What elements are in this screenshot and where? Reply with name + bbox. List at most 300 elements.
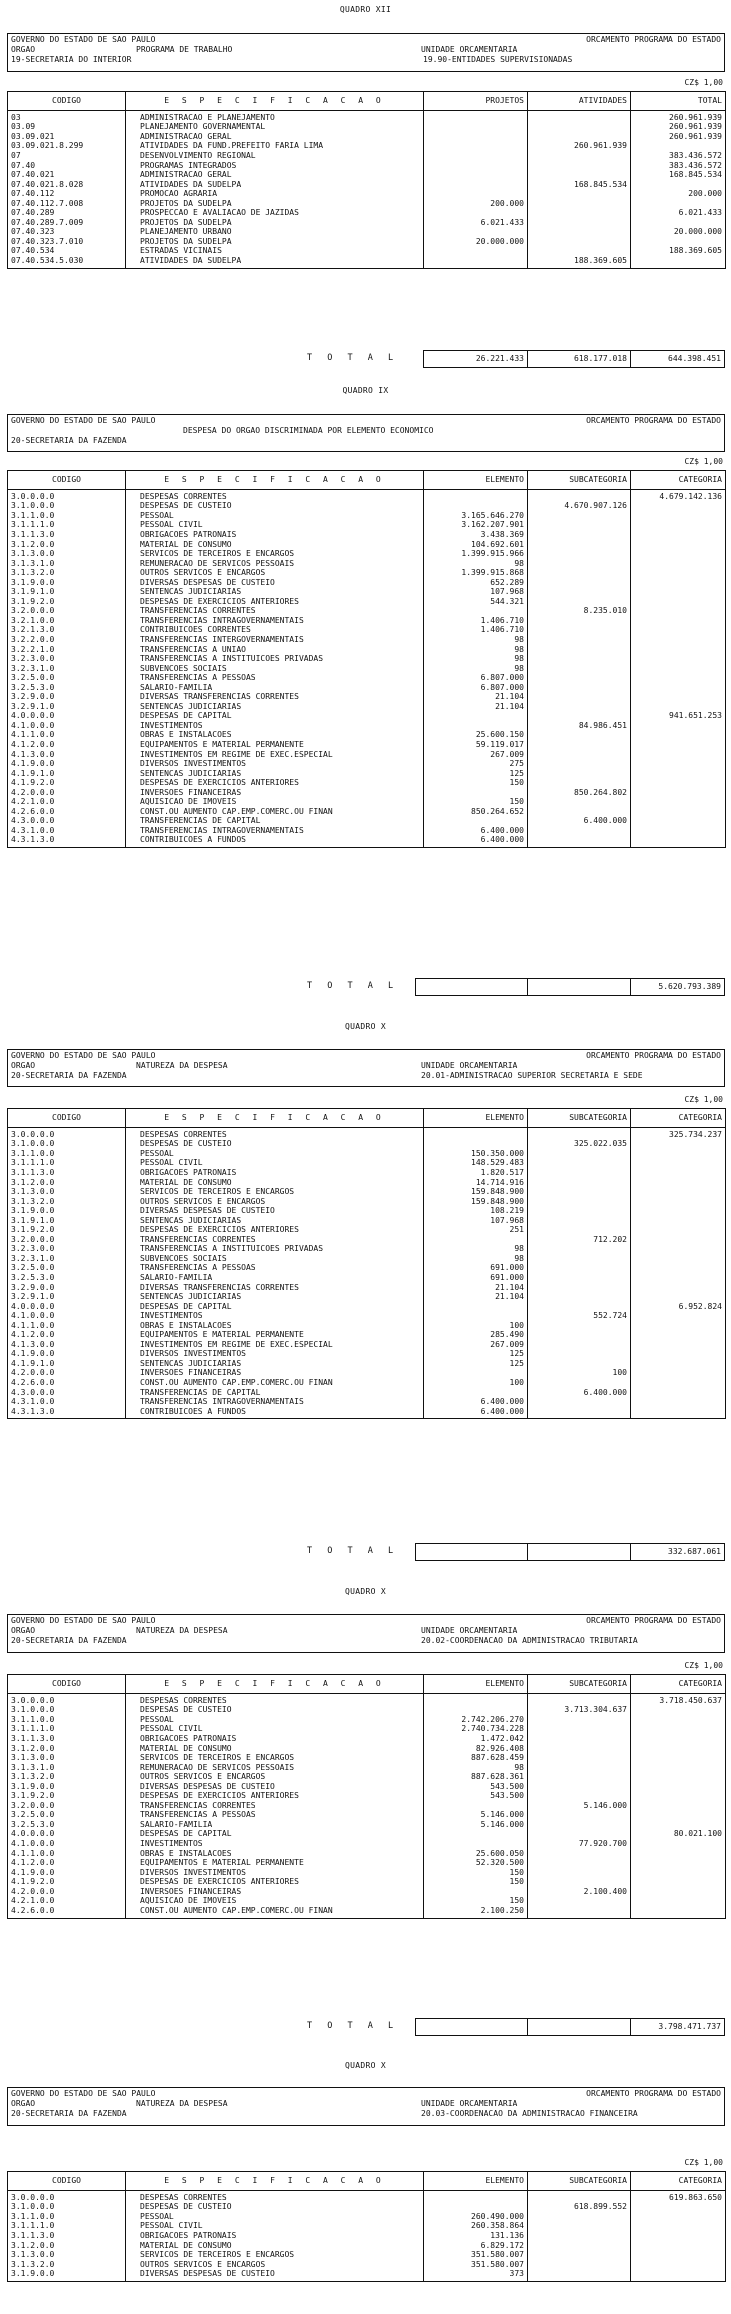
cell-col3 [424,1128,528,1140]
cell-codigo: 4.3.1.3.0 [8,836,126,848]
table-row [8,1245,726,1255]
cell-codigo: 3.2.1.0.0 [8,616,126,626]
cell-col4 [528,2191,631,2203]
cell-col5 [631,626,726,636]
cell-codigo: 3.1.9.0.0 [8,1206,126,1216]
cell-col5: 260.961.939 [631,123,726,133]
cell-col5 [631,1858,726,1868]
cell-col5 [631,2241,726,2251]
cell-col4 [528,247,631,257]
cell-especificacao: SERVICOS DE TERCEIROS E ENCARGOS [126,1753,424,1763]
cell-col4 [528,683,631,693]
table-row [8,1311,726,1321]
cell-col5 [631,1887,726,1897]
cell-col3: 200.000 [424,199,528,209]
cell-col3: 108.219 [424,1206,528,1216]
table-row [8,664,726,674]
cell-col5 [631,731,726,741]
cell-codigo: 4.1.9.0.0 [8,1868,126,1878]
table-row [8,1706,726,1716]
cell-col5 [631,568,726,578]
cell-col4 [528,189,631,199]
cell-col5 [631,798,726,808]
cell-codigo: 4.3.1.3.0 [8,1407,126,1419]
total-subcategoria [527,2018,631,2036]
cell-codigo: 07.40.323.7.010 [8,237,126,247]
cell-col5 [631,1811,726,1821]
table-row [8,1292,726,1302]
cell-col3: 148.529.483 [424,1159,528,1169]
table-row [8,1340,726,1350]
cell-col4 [528,1302,631,1312]
cell-codigo: 3.2.1.3.0 [8,626,126,636]
quadro-title: QUADRO XII [339,5,392,14]
cell-codigo: 4.2.0.0.0 [8,1887,126,1897]
col-elemento: ELEMENTO [424,1109,528,1128]
table-row [8,228,726,238]
cell-especificacao: SERVICOS DE TERCEIROS E ENCARGOS [126,2250,424,2260]
total-categoria: 5.620.793.389 [630,978,725,996]
cell-col3: 25.600.050 [424,1849,528,1859]
col-subcategoria: SUBCATEGORIA [528,2172,631,2191]
table-row [8,778,726,788]
cell-col5 [631,2203,726,2213]
cell-col4 [528,549,631,559]
cell-col4 [528,559,631,569]
cell-codigo: 07 [8,151,126,161]
cell-col3: 1.406.710 [424,616,528,626]
header-orgao-label: ORGAO [11,1061,36,1070]
cell-especificacao: TRANSFERENCIAS INTRAGOVERNAMENTAIS [126,1397,424,1407]
col-subcategoria: SUBCATEGORIA [528,471,631,490]
table-row [8,530,726,540]
cell-codigo: 4.2.1.0.0 [8,798,126,808]
cell-col5: 168.845.534 [631,170,726,180]
cell-col3 [424,1302,528,1312]
table-row [8,1254,726,1264]
cell-col5 [631,1350,726,1360]
table-row [8,587,726,597]
cell-col4: 77.920.700 [528,1839,631,1849]
cell-especificacao: DESPESAS CORRENTES [126,2191,424,2203]
cell-codigo: 4.0.0.0.0 [8,712,126,722]
cell-col3: 3.162.207.901 [424,521,528,531]
cell-col5 [631,1839,726,1849]
table-row [8,1178,726,1188]
total-subcategoria [527,1543,631,1561]
cell-col3 [424,142,528,152]
cell-col3 [424,502,528,512]
cell-col3: 107.968 [424,587,528,597]
cell-col5 [631,502,726,512]
cell-col4 [528,151,631,161]
cell-col3: 21.104 [424,702,528,712]
header-box [7,1614,725,1653]
cell-col4 [528,578,631,588]
cell-col5 [631,1311,726,1321]
cell-codigo: 07.40.021 [8,170,126,180]
table-row [8,721,726,731]
cell-col5 [631,769,726,779]
cell-especificacao: PLANEJAMENTO URBANO [126,228,424,238]
cell-col3 [424,2191,528,2203]
cell-col5 [631,1388,726,1398]
cell-codigo: 3.1.3.0.0 [8,2250,126,2260]
table-row [8,2222,726,2232]
cell-especificacao: DIVERSAS DESPESAS DE CUSTEIO [126,1206,424,1216]
cell-especificacao: DIVERSOS INVESTIMENTOS [126,1868,424,1878]
cell-codigo: 3.1.3.2.0 [8,1772,126,1782]
cell-especificacao: PLANEJAMENTO GOVERNAMENTAL [126,123,424,133]
cell-col4 [528,1744,631,1754]
table-row [8,788,726,798]
total-row [7,978,725,996]
header-gov: GOVERNO DO ESTADO DE SAO PAULO [11,2089,156,2098]
cell-codigo: 3.1.1.0.0 [8,1715,126,1725]
table-row [8,208,726,218]
table-row [8,1858,726,1868]
cell-col3: 1.472.042 [424,1734,528,1744]
cell-especificacao: REMUNERACAO DE SERVICOS PESSOAIS [126,559,424,569]
cell-col4 [528,170,631,180]
cell-col3: 100 [424,1378,528,1388]
cell-col4 [528,798,631,808]
cell-codigo: 3.0.0.0.0 [8,1128,126,1140]
cell-col5 [631,1791,726,1801]
cell-especificacao: SALARIO-FAMILIA [126,683,424,693]
cell-col4 [528,692,631,702]
cell-especificacao: SALARIO-FAMILIA [126,1820,424,1830]
cell-codigo: 3.2.3.1.0 [8,664,126,674]
cell-col5 [631,1397,726,1407]
cell-col3 [424,170,528,180]
cell-col4 [528,2269,631,2281]
cell-especificacao: SUBVENCOES SOCIAIS [126,1254,424,1264]
cell-codigo: 3.2.0.0.0 [8,1801,126,1811]
table-row [8,635,726,645]
cell-col5 [631,1254,726,1264]
cell-col5 [631,1340,726,1350]
cell-especificacao: PROSPECCAO E AVALIACAO DE JAZIDAS [126,208,424,218]
cell-col5 [631,778,726,788]
total-subcategoria [527,978,631,996]
cell-codigo: 3.1.9.2.0 [8,597,126,607]
total-label: T O T A L [307,1546,399,1556]
cell-codigo: 3.2.5.0.0 [8,1811,126,1821]
cell-especificacao: DESPESAS CORRENTES [126,1694,424,1706]
cell-codigo: 07.40 [8,161,126,171]
header-unidade-label: UNIDADE ORCAMENTARIA [421,45,518,54]
cell-col5 [631,142,726,152]
cell-codigo: 4.1.2.0.0 [8,1330,126,1340]
cell-codigo: 3.2.3.1.0 [8,1254,126,1264]
cell-col3: 98 [424,1254,528,1264]
cell-especificacao: DESPESAS DE CUSTEIO [126,1706,424,1716]
cell-codigo: 3.2.5.3.0 [8,683,126,693]
cell-col4 [528,1225,631,1235]
cell-especificacao: DIVERSAS DESPESAS DE CUSTEIO [126,1782,424,1792]
cell-col5: 6.021.433 [631,208,726,218]
cell-col4 [528,132,631,142]
cell-col4 [528,540,631,550]
table-row [8,1206,726,1216]
header-box [7,2087,725,2126]
table-row [8,1782,726,1792]
cell-especificacao: TRANSFERENCIAS INTRAGOVERNAMENTAIS [126,826,424,836]
cell-col4 [528,1715,631,1725]
cell-especificacao: AQUISICAO DE IMOVEIS [126,798,424,808]
cell-codigo: 4.0.0.0.0 [8,1302,126,1312]
cell-especificacao: PROGRAMAS INTEGRADOS [126,161,424,171]
cell-col5 [631,1149,726,1159]
col-total: TOTAL [631,92,726,111]
cell-col4 [528,702,631,712]
cell-especificacao: MATERIAL DE CONSUMO [126,540,424,550]
cell-col3: 6.807.000 [424,683,528,693]
table-row [8,1235,726,1245]
table-row [8,123,726,133]
cell-codigo: 3.1.1.3.0 [8,1168,126,1178]
cell-col3: 2.100.250 [424,1906,528,1918]
cell-especificacao: SERVICOS DE TERCEIROS E ENCARGOS [126,1187,424,1197]
cell-col3: 2.742.206.270 [424,1715,528,1725]
cell-codigo: 4.1.9.2.0 [8,1877,126,1887]
cell-col4: 552.724 [528,1311,631,1321]
cell-col3: 285.490 [424,1330,528,1340]
cell-codigo: 03 [8,111,126,123]
cell-col3: 544.321 [424,597,528,607]
table-row [8,1168,726,1178]
table-row [8,132,726,142]
table-row [8,759,726,769]
cell-col4 [528,1168,631,1178]
cell-col5: 325.734.237 [631,1128,726,1140]
cell-col4 [528,1858,631,1868]
cell-col3 [424,111,528,123]
cell-col3: 1.399.915.966 [424,549,528,559]
table-row [8,1887,726,1897]
cell-col5 [631,2250,726,2260]
table-row [8,2241,726,2251]
cell-col5 [631,740,726,750]
table-row [8,817,726,827]
cell-col3: 98 [424,1763,528,1773]
cell-col5: 6.952.824 [631,1302,726,1312]
cell-especificacao: OBRAS E INSTALACOES [126,731,424,741]
cell-col3: 373 [424,2269,528,2281]
cell-col4: 850.264.802 [528,788,631,798]
cell-codigo: 3.1.1.3.0 [8,2231,126,2241]
cell-col4: 84.986.451 [528,721,631,731]
cell-col5 [631,2212,726,2222]
cell-especificacao: PROJETOS DA SUDELPA [126,237,424,247]
table-row [8,1264,726,1274]
cell-col5 [631,1292,726,1302]
header-box [7,33,725,72]
cell-col5 [631,2231,726,2241]
cell-codigo: 4.1.0.0.0 [8,721,126,731]
table-row [8,1350,726,1360]
cell-codigo: 4.1.1.0.0 [8,1849,126,1859]
cell-col4 [528,1149,631,1159]
cell-especificacao: ATIVIDADES DA FUND.PREFEITO FARIA LIMA [126,142,424,152]
cell-especificacao: TRANSFERENCIAS INTERGOVERNAMENTAIS [126,635,424,645]
cell-especificacao: ADMINISTRACAO E PLANEJAMENTO [126,111,424,123]
header-box [7,414,725,452]
cell-codigo: 03.09.021.8.299 [8,142,126,152]
cell-col4 [528,1178,631,1188]
table-row [8,1149,726,1159]
table-row [8,1378,726,1388]
cell-col3 [424,721,528,731]
cell-col5 [631,1140,726,1150]
cell-col4 [528,228,631,238]
table-row [8,807,726,817]
cell-col3: 6.400.000 [424,1407,528,1419]
cell-col3: 21.104 [424,1283,528,1293]
table-row [8,1839,726,1849]
table-body [8,2191,726,2282]
cell-codigo: 3.2.9.1.0 [8,702,126,712]
cell-col5 [631,645,726,655]
cell-especificacao: INVERSOES FINANCEIRAS [126,788,424,798]
cell-col4 [528,807,631,817]
cell-codigo: 07.40.289 [8,208,126,218]
cell-codigo: 3.1.9.1.0 [8,1216,126,1226]
cell-col3: 98 [424,1245,528,1255]
cell-col5 [631,1753,726,1763]
cell-col3 [424,256,528,268]
cell-col4 [528,237,631,247]
cell-col5 [631,218,726,228]
cell-especificacao: DESPESAS DE CUSTEIO [126,2203,424,2213]
cell-col5 [631,521,726,531]
cell-especificacao: DESPESAS DE CAPITAL [126,712,424,722]
cell-col3: 52.320.500 [424,1858,528,1868]
table-row [8,1197,726,1207]
cell-col4 [528,530,631,540]
cell-codigo: 07.40.021.8.028 [8,180,126,190]
cell-col5: 260.961.939 [631,132,726,142]
table-row [8,247,726,257]
cell-codigo: 4.1.1.0.0 [8,1321,126,1331]
cell-col5 [631,1330,726,1340]
cell-col4 [528,511,631,521]
cell-especificacao: OBRIGACOES PATRONAIS [126,2231,424,2241]
cell-codigo: 4.3.1.0.0 [8,1397,126,1407]
cell-codigo: 3.2.2.0.0 [8,635,126,645]
table-row [8,2231,726,2241]
cell-col3 [424,1388,528,1398]
cell-especificacao: INVESTIMENTOS EM REGIME DE EXEC.ESPECIAL [126,1340,424,1350]
cell-codigo: 3.1.1.0.0 [8,511,126,521]
cell-codigo: 3.1.2.0.0 [8,2241,126,2251]
cell-col5 [631,807,726,817]
table-row [8,1753,726,1763]
total-label: T O T A L [307,981,399,991]
cell-col3: 159.848.900 [424,1187,528,1197]
cell-col3: 5.146.000 [424,1820,528,1830]
cell-col3: 887.628.361 [424,1772,528,1782]
table-row [8,1820,726,1830]
table-row [8,189,726,199]
table-row [8,1772,726,1782]
table-body [8,111,726,269]
cell-codigo: 3.2.2.1.0 [8,645,126,655]
cell-codigo: 3.1.1.0.0 [8,1149,126,1159]
cell-especificacao: SENTENCAS JUDICIARIAS [126,702,424,712]
cell-col4 [528,2222,631,2232]
cell-col4 [528,645,631,655]
table-row [8,1159,726,1169]
table-row [8,1388,726,1398]
cell-col3: 104.692.601 [424,540,528,550]
budget-table [7,2171,726,2282]
cell-codigo: 3.1.3.0.0 [8,1187,126,1197]
cell-codigo: 3.0.0.0.0 [8,1694,126,1706]
cell-col3: 267.009 [424,1340,528,1350]
cell-codigo: 4.2.6.0.0 [8,1378,126,1388]
cell-codigo: 3.2.5.0.0 [8,1264,126,1274]
cell-col3: 98 [424,664,528,674]
cell-col5: 4.679.142.136 [631,490,726,502]
cell-col4 [528,568,631,578]
cell-col4 [528,1782,631,1792]
cell-col3: 887.628.459 [424,1753,528,1763]
cell-especificacao: OBRAS E INSTALACOES [126,1321,424,1331]
table-row [8,511,726,521]
table-row [8,1906,726,1918]
cell-col5 [631,1206,726,1216]
cell-codigo: 3.1.9.0.0 [8,2269,126,2281]
table-row [8,683,726,693]
table-row [8,798,726,808]
cell-col3: 25.600.150 [424,731,528,741]
cell-col5: 941.651.253 [631,712,726,722]
cell-col3: 3.165.646.270 [424,511,528,521]
cell-especificacao: OBRIGACOES PATRONAIS [126,1168,424,1178]
cell-col5 [631,1378,726,1388]
cell-col3 [424,1235,528,1245]
cell-col4: 712.202 [528,1235,631,1245]
table-row [8,2191,726,2203]
header-orcamento: ORCAMENTO PROGRAMA DO ESTADO [586,2089,721,2098]
cell-col3 [424,1369,528,1379]
cell-especificacao: PESSOAL [126,511,424,521]
cell-col5 [631,1178,726,1188]
col-categoria: CATEGORIA [631,471,726,490]
cell-col4 [528,1378,631,1388]
cell-col3: 150 [424,1868,528,1878]
cell-especificacao: DESPESAS DE EXERCICIOS ANTERIORES [126,778,424,788]
cell-especificacao: OBRIGACOES PATRONAIS [126,1734,424,1744]
cell-col4 [528,1128,631,1140]
table-row [8,578,726,588]
cell-col3: 6.807.000 [424,673,528,683]
cell-codigo: 3.2.0.0.0 [8,1235,126,1245]
table-row [8,1330,726,1340]
col-elemento: ELEMENTO [424,1675,528,1694]
cell-especificacao: EQUIPAMENTOS E MATERIAL PERMANENTE [126,740,424,750]
cell-col3 [424,247,528,257]
cell-col5 [631,1820,726,1830]
cell-col5 [631,199,726,209]
cell-col4 [528,654,631,664]
total-elemento [415,1543,528,1561]
cell-col3 [424,1311,528,1321]
cell-col4 [528,1340,631,1350]
cell-especificacao: OBRAS E INSTALACOES [126,1849,424,1859]
